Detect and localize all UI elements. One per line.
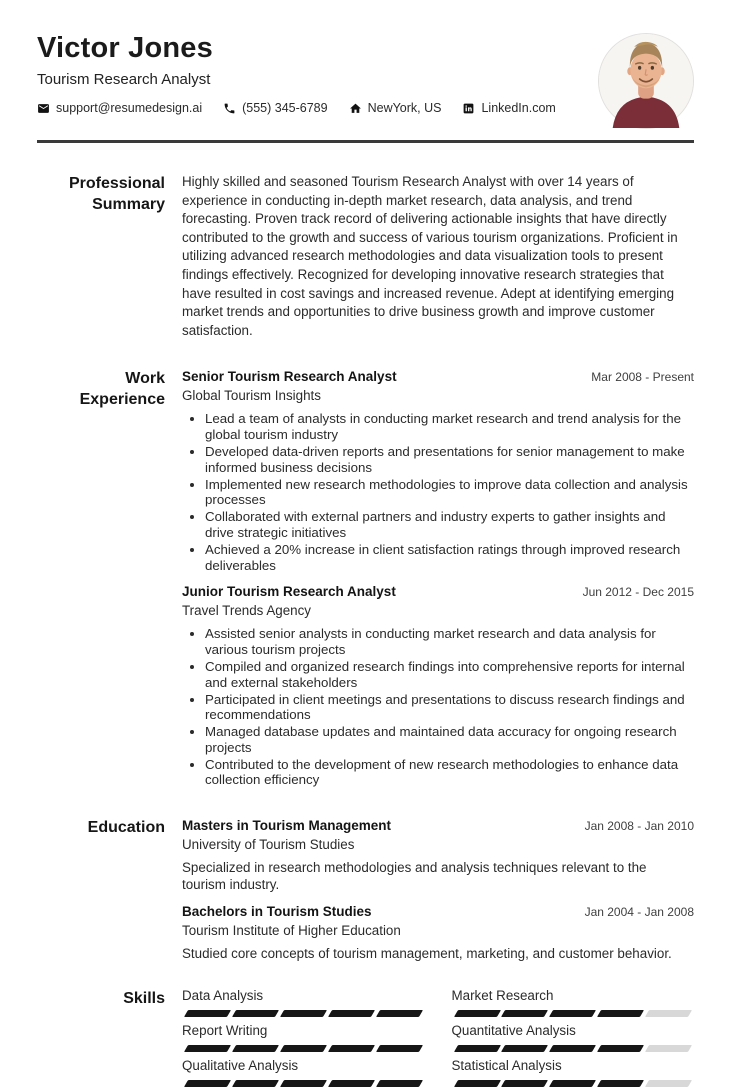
job-bullet-list [182,411,694,573]
job-date: Jun 2012 - Dec 2015 [582,585,694,600]
degree-entry-masters [182,817,694,893]
phone-icon [223,102,236,115]
skill-level-bar [456,1080,691,1087]
skill-level-bar [456,1010,691,1017]
contact-location [349,101,442,115]
job-bullet: • Assisted senior analysts in conducting market research and data analysis for various tourism projects [205,626,694,658]
job-entry-junior [182,583,694,788]
degree-head [182,817,694,834]
job-bullet-list [182,626,694,788]
skill-level-bar [186,1010,421,1017]
section-label-education: Education [87,819,165,837]
job-entry-senior [182,368,694,573]
degree-date: Jan 2008 - Jan 2010 [584,819,694,834]
skill-name: Report Writing [182,1023,268,1039]
degree-description: Studied core concepts of tourism management, marketing, and customer behavior. [182,946,672,962]
skill-name: Qualitative Analysis [182,1058,299,1074]
job-title: Senior Tourism Research Analyst [182,369,397,385]
job-bullet: • Collaborated with external partners and industry experts to gather insights and drive strategic initiatives [205,509,694,541]
job-head [182,583,694,600]
education-entries [182,817,694,962]
contact-phone [223,101,327,115]
skill-name: Data Analysis [182,988,264,1004]
degree-entry-bachelors [182,903,694,962]
job-head [182,368,694,385]
degree-title: Masters in Tourism Management [182,818,392,834]
profile-photo [598,33,694,129]
section-work-experience [37,368,694,789]
skill-name: Market Research [451,988,554,1004]
headline-job-title: Tourism Research Analyst [37,71,211,88]
skill-item-qualitative-analysis [182,1058,425,1087]
job-company: Global Tourism Insights [182,388,321,404]
job-bullet: • Managed database updates and maintained data accuracy for ongoing research projects [205,724,694,756]
degree-title: Bachelors in Tourism Studies [182,904,372,920]
skill-level-bar [456,1045,691,1052]
section-education [37,817,694,962]
job-bullet: • Developed data-driven reports and presentations for senior management to make informed business decisions [205,444,694,476]
job-bullet: • Compiled and organized research findings into comprehensive reports for internal and external stakeholders [205,659,694,691]
job-bullet: • Achieved a 20% increase in client satisfaction ratings through improved research deliverables [205,542,694,574]
skill-level-bar [186,1045,421,1052]
job-bullet: • Participated in client meetings and presentations to discuss research findings and recommendations [205,692,694,724]
header-divider [37,140,694,143]
contact-email[interactable] [37,101,202,115]
skill-item-data-analysis [182,988,425,1017]
page-title: Victor Jones [37,32,213,64]
job-bullet: • Lead a team of analysts in conducting market research and trend analysis for the global tourism industry [205,411,694,443]
envelope-icon [37,102,50,115]
degree-school: Tourism Institute of Higher Education [182,923,401,939]
job-date: Mar 2008 - Present [591,370,694,385]
skill-name: Statistical Analysis [451,1058,562,1074]
skill-item-quantitative-analysis [452,1023,695,1052]
contact-linkedin-text: LinkedIn.com [481,101,556,115]
job-title: Junior Tourism Research Analyst [182,584,396,600]
experience-entries [182,368,694,789]
summary-paragraph: Highly skilled and seasoned Tourism Research Analyst with over 14 years of experience in conducting in-depth market research, data analysis, and trend forecasting. Proven track record of delivering actionable insights that have directly contributed to the growth and success of various tourism organizations. Proficient in utilizing advanced research methodologies and data visualization tools to present findings effectively. Recognized for developing innovative research strategies that have resulted in cost savings and increased revenue. Adept at identifying emerging market trends and opportunities to drive business growth and improve customer satisfaction. [182,174,678,338]
contact-phone-text: (555) 345-6789 [242,101,328,115]
section-skills [37,988,694,1087]
job-company: Travel Trends Agency [182,603,312,619]
section-label-summary: Professional Summary [68,175,165,214]
skills-grid [182,988,694,1087]
skill-name: Quantitative Analysis [451,1023,576,1039]
skill-item-report-writing [182,1023,425,1052]
degree-description: Specialized in research methodologies and analysis techniques relevant to the tourism industry. [182,860,647,893]
job-bullet: • Implemented new research methodologies to improve data collection and analysis processes [205,477,694,509]
contact-location-text: NewYork, US [367,101,442,115]
skill-level-bar [186,1080,421,1087]
skill-item-statistical-analysis [452,1058,695,1087]
job-bullet: • Contributed to the development of new research methodologies to enhance data collection efficiency [205,757,694,789]
contact-row [37,101,694,115]
home-icon [349,102,362,115]
section-label-experience: Work Experience [79,370,165,409]
section-professional-summary [37,173,694,340]
profile-photo-illustration [599,34,693,128]
degree-school: University of Tourism Studies [182,837,355,853]
contact-email-text: support@resumedesign.ai [56,101,203,115]
linkedin-icon [462,102,475,115]
skill-item-market-research [452,988,695,1017]
contact-linkedin[interactable] [462,101,555,115]
resume-body [0,173,730,1087]
degree-date: Jan 2004 - Jan 2008 [584,905,694,920]
resume-header [0,0,730,115]
degree-head [182,903,694,920]
section-label-skills: Skills [123,990,165,1008]
